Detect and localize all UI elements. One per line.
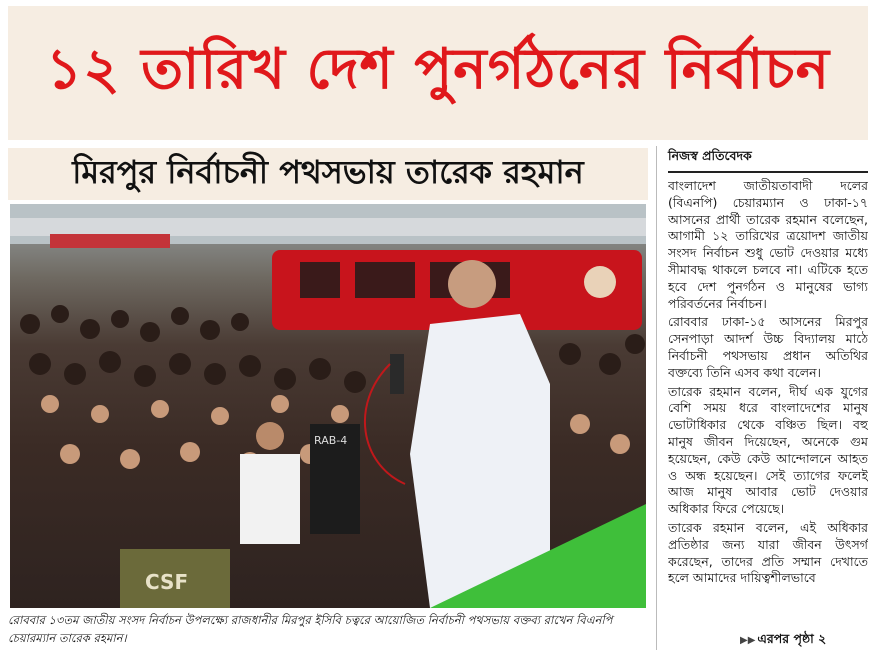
photographer-shirt — [240, 454, 300, 544]
bus-window — [355, 262, 415, 298]
vest-label: RAB-4 — [314, 434, 348, 447]
continuation-note[interactable] — [740, 631, 868, 651]
article-paragraph: তারেক রহমান বলেন, দীর্ঘ এক যুগের বেশি সময় ধরে বাংলাদেশের মানুষ ভোটাধিকার থেকে বঞ্চিত ছিল। বহু মানুষ জীবন দিয়েছেন, অনেকে গুম হয়েছেন, কেউ কেউ আন্দোলনে আহত ও অন্ধ হয়েছেন। সেই ত্যাগের ফলেই আজ মানুষ আবার ভোট দেওয়ার অধিকার ফিরে পেয়েছে। — [668, 383, 868, 517]
photographer-head — [256, 422, 284, 450]
subheadline: মিরপুর নির্বাচনী পথসভায় তারেক রহমান — [72, 153, 584, 191]
article-paragraph: তারেক রহমান বলেন, এই অধিকার প্রতিষ্ঠার জন্য যারা জীবন উৎসর্গ করেছেন, তাদের প্রতি সম্মান দেখাতে হলে আমাদের দায়িত্বশীলভাবে — [668, 519, 868, 586]
speaker-head — [448, 260, 496, 308]
rally-photo-illustration — [10, 204, 646, 608]
article-paragraph: রোববার ঢাকা-১৫ আসনের মিরপুর সেনপাড়া আদর্শ উচ্চ বিদ্যালয় মাঠে নির্বাচনী পথসভায় প্রধান অতিথির বক্তব্যে তিনি এসব কথা বলেন। — [668, 314, 868, 380]
bus-window — [300, 262, 340, 298]
microphone — [390, 354, 404, 394]
column-divider — [656, 146, 657, 650]
jacket-label: CSF — [145, 570, 189, 594]
subheadline-band — [8, 148, 648, 200]
banner-red — [50, 234, 170, 248]
banner-strip — [10, 218, 646, 236]
article-paragraph: বাংলাদেশ জাতীয়তাবাদী দলের (বিএনপি) চেয়ারম্যান ও ঢাকা-১৭ আসনের প্রার্থী তারেক রহমান বলেছেন, আগামী ১২ তারিখের ত্রয়োদশ জাতীয় সংসদ নির্বাচন শুধু ভোট দেওয়ার মধ্যে সীমাবদ্ধ থাকলে চলবে না। এটিকে হতে হবে দেশ পুনর্গঠন ও মানুষের ভাগ্য পরিবর্তনের নির্বাচন। — [668, 178, 868, 311]
headline-band — [8, 6, 868, 140]
continuation-label: এরপর পৃষ্ঠা ২ — [757, 631, 827, 646]
news-photo — [10, 204, 646, 608]
double-arrow-icon: ▶▶ — [740, 635, 756, 646]
photo-caption: রোববার ১৩তম জাতীয় সংসদ নির্বাচন উপলক্ষ্যে রাজধানীর মিরপুর ইসিবি চত্বরে আয়োজিত নির্বাচনী পথসভায় বক্তব্য রাখেন বিএনপি চেয়ারম্যান তারেক রহমান। — [8, 613, 613, 645]
headline: ১২ তারিখ দেশ পুনর্গঠনের নির্বাচন — [45, 37, 831, 102]
bus-poster-face — [584, 266, 616, 298]
article-body — [668, 178, 868, 638]
byline: নিজস্ব প্রতিবেদক — [668, 148, 868, 173]
